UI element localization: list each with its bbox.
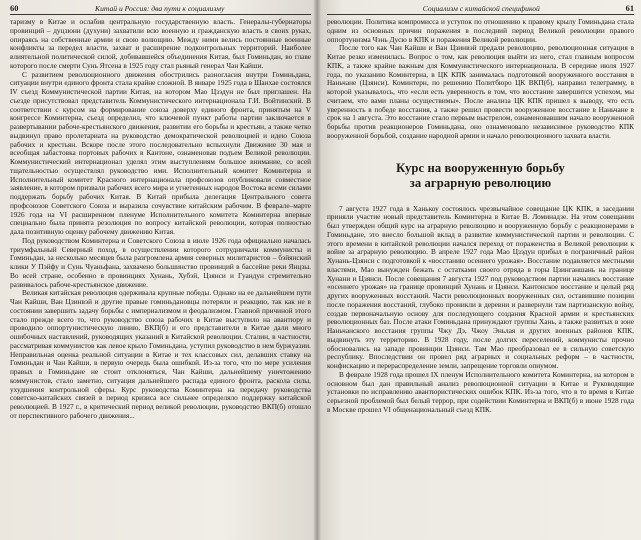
left-page-number: 60 <box>10 4 19 13</box>
section-heading-line-1: Курс на вооруженную борьбу <box>396 160 565 175</box>
left-running-header <box>10 3 311 15</box>
right-running-title: Социализм с китайской спецификой <box>422 4 540 13</box>
left-paragraph-2: С развитием революционного движения обострились разногласия внутри Гоминьдана, ситуации внутри единого фронта стала крайне сложной. В январе 1925 года в Шанхае состоялся IV съезд Коммунистической партии Китая, на котором Мао Цзэдун не был приглашен. На съезде присутствовал представитель Коммунистического интернационала Г.И. Войтинский. В соответствии с курсом на формирование союза доверху единого фронта, принятым на V конгрессе Коминтерна, съезд определил, что ключевой пункт работы партии заключается в развертывании рабоче-крестьянского движения, развитии его борьбы и крестьян, а также четко выдвинул право пролетариата на руководство демократической революцией и идею Союза рабочих и крестьян. Вскоре после этого последовательно вспыхнули Движение 30 мая и всеобщая забастовка портовых рабочих в Кантоне, ознаменовав подъем Великой революции. Коммунистический интернационал уделял этим выступлениям большое внимание, со всей тщательностью осуществлял руководство ими. Исполнительный комитет Коминтерна и Исполнительный комитет Красного интернационала профсоюзов опубликовали совместное заявление, в котором призвали рабочих всего мира и угнетенных народов Востока всеми силами поддержать борьбу рабочих Китая. В Китай прибыла делегация Центрального совета профсоюзов Советского Союза и выразила сочувствие китайским рабочим. В феврале–марте 1926 года на VI расширенном пленуме Исполнительного комитета Коминтерна впервые специально была принята резолюция по вопросу китайской революции, которая полностью дала позитивную оценку рабочему движению Китая. <box>10 69 311 236</box>
right-body-text <box>327 18 634 415</box>
left-paragraph-3: Под руководством Коминтерна и Советского Союза в июле 1926 года официально началась триумфальный Северный поход, в осуществлении которого сотрудничали коммунисты и Гоминьдан, за несколько месяцев была разгромлена армия северных милитаристов – бэйянский клики У Пэйфу и Сунь Чуаньфана, захвачено большинство провинций в бассейне реки Янцзы. Во всей стране, особенно в провинциях Хунань, Хубэй, Цзянси и Гуандун стремительно развивалось рабоче-крестьянское движение. <box>10 235 311 289</box>
right-running-header <box>327 3 634 15</box>
left-body-text <box>10 18 311 421</box>
right-page-number: 61 <box>625 4 634 13</box>
right-page <box>317 0 641 540</box>
right-paragraph-4: В феврале 1928 года прошел IX пленум Исполнительного комитета Коминтерна, на котором в основном был дан правильный анализ революционной ситуации в Китае и Руководящие установки по исправлению авантюристических ошибок КПК. Из-за того, что в то время в Китае серьезной проблемой был белый террор, при содействии Коминтерна и ВКП(б) в июне 1928 года в Москве прошел VI общенациональный съезд КПК. <box>327 369 634 414</box>
left-page <box>0 0 317 540</box>
left-running-title: Китай и Россия: два пути к социализму <box>95 4 225 13</box>
section-heading-line-2: за аграрную революцию <box>409 175 552 190</box>
right-paragraph-2: После того как Чан Кайши и Ван Цзинвэй предали революцию, революционная ситуация в Китае резко изменилась. Вопрос о том, как революция выйти из него, стал главным вопросом КПК, а также крайне важным для Коммунистического интернационала. В середине июля 1927 года, по указанию Коминтерна, в ЦК КПК занималась подготовкой вооруженного восстания в Наньчане (Цзянси). Коминтерн, по решению Политбюро ЦК ВКП(б), направил телеграмму, в которой указывалось, что «если есть уверенность в том, что восстание завершится успехом, мы считаем, что вами планы осуществимы». После анализа ЦК КПК пришел к выводу, что есть уверенность в победе восстания, а также решил провести вооруженное восстание в Наньчане в срок на 1 августа. Это восстание стало первым выстрелом, ознаменовавшим начало вооруженной борьбы против реакционеров Гоминьдана, оно ознаменовало независимое руководство КПК вооруженной борьбой, создание народной армии и начало революционного захвата власти. <box>327 43 634 140</box>
right-paragraph-1: революции. Политика компромисса и уступок по отношению к правому крылу Гоминьдана стала одним из основных причин поражения в последний период Великой революции правого оппортунизма Чэнь Дусю в КПК и поражения Великой революции. <box>327 17 634 44</box>
left-paragraph-4: Великая китайская революция одерживала крупные победы. Однако на ее дальнейшем пути Чан Кайши, Ван Цзинвэй и другие правые гоминьдановцы потеряли и реакцию, так как не в состоянии завершить задачу борьбы с империализмом и феодализмом. Главной причиной этого стало прежде всего то, что руководство союза рабочих в Китае выступило на авантюру и проводило оппортунистическую линию, ВКП(б) и его представители в Китае дали много ошибочных наставлений, руководящих указаний в Китайской революции. Сталин, в частности, рассматривая коммунистов как левое крыло Гоминьдана, уступил руководство в нем буржуазии. Неправильная оценка реальной ситуации в Китае и тех классовых сил, делавших ставку на Гоминьдан и Чан Кайши, в первую очередь была ошибкой. Из-за того, что по мере усиления правых в Гоминьдане не стоит отклоняться, Чан Кайши, дальнейшему уничтожению коммунистов, стало заметно, ситуация дальнейшего распада единого фронта, раскола силы, ухудшения контрольной сферы. Курс руководства Коминтерна на передачу руководства советско-китайских связей в период кризиса все сильнее определяло поддержку китайской революцией. В 1927 г., в критический период великой революции, руководство ВКП(б) отошло от перспективного рабочего движения... <box>10 288 311 420</box>
right-paragraph-3: 7 августа 1927 года в Ханькоу состоялось чрезвычайное совещание ЦК КПК, в заседании приняли участие новый представитель Коминтерна в Китае В. Ломинадзе. На этом совещании был утвержден общий курс на аграрную революцию и вооруженную борьбу с реакционерами в Гоминьдане, это внесло большой вклад в развитие коммунистической партии и революции. С этого времени в китайской революции начался переход от пораженства в Великой революции к войне за аграрную революцию. В апреле 1927 года Мао Цзэдун прибыл в пограничный район Хунань-Цзянси с подготовкой к «восстанию осеннего урожая». Восстание подавляется местными властями, Мао вынужден бежать с остатками своего отряда в горы Цзинганшань на границе Хунани и Цзянси. После совещания 7 августа 1927 под руководством партии начались восстание «осеннего урожая» на границе провинций Хунань и Цзянси. Кантонское восстание и целый ряд других вооруженных восстаний. Части революционных вооруженных сил, оставившие позиции после поражения восстаний, глубоко проникли в деревни и развернули там партизанскую войну, создав первоначальную основу для последующего создания Красной армии и крестьянских революционных баз. После атаки Гоминьдана принуждают группы Хань, а также развитых в зоне Наньчанского восстания группы Чжу Дэ, Чжоу Эньлая и других военных районов КПК, выдвинуть эту территорию. В 1928 году, после долгих переселений, коммунисты прочно обосновались на западе провинции Цзянси. Там Мао преобразовал ее в сильную советскую республику. Впоследствии он провел ряд аграрных и социальных реформ – в частности, конфискацию и перераспределение земли, запрещение торговли опиумом. <box>327 203 634 370</box>
left-paragraph-1: таризму в Китае и ослабив центральную государственную власть. Генералы-губернаторы провинций – дуцзюни (духуни) захватили всю военную и гражданскую власть в своих руках, опираясь на собственные армии и свою волющию. Между ними велись постоянные военные конфликты за передел власти, захват и расширение подконтрольных территорий. Наиболее влиятельной политической силой, добивавшейся объединения Китая, был Гоминьдан, во главе которого после смерти Сунь Ятсена в 1925 году стал рьяный генерал Чан Кайши. <box>10 17 311 70</box>
section-heading <box>327 161 634 191</box>
